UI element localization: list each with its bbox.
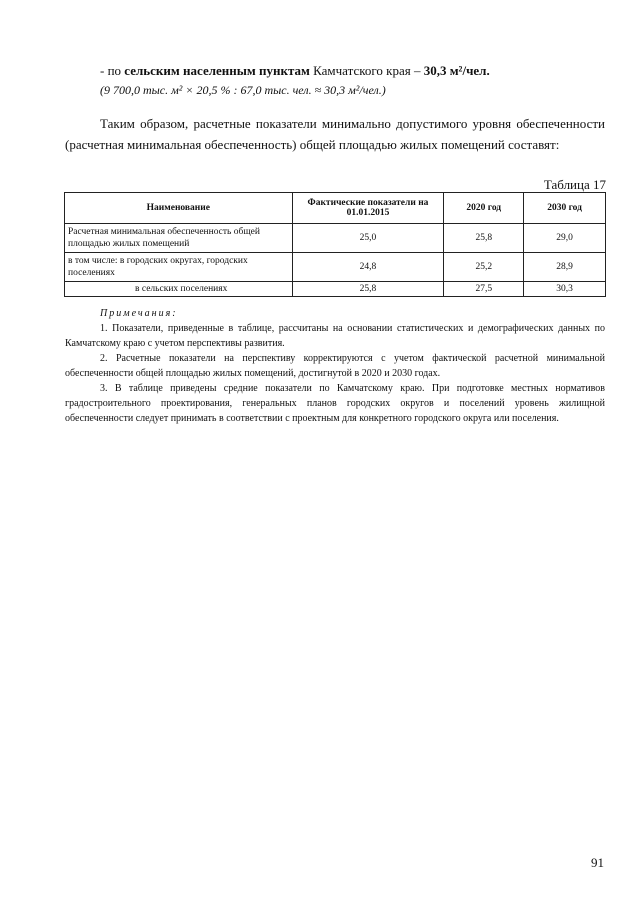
header-name: Наименование: [65, 193, 293, 224]
row-name: в том числе: в городских округах, городских поселениях: [65, 253, 293, 282]
line1-prefix: - по: [100, 63, 125, 78]
table-row: [65, 224, 606, 253]
row-value-2030: 29,0: [524, 224, 606, 253]
table-row: [65, 253, 606, 282]
note-item: 2. Расчетные показатели на перспективу корректируются с учетом фактической расчетной минимальной обеспеченности общей площадью жилых помещений, достигнутой в 2020 и 2030 годах.: [65, 353, 605, 379]
rural-settlements-line: [100, 63, 490, 79]
table-caption: Таблица 17: [543, 177, 606, 192]
row-name: в сельских поселениях: [65, 282, 293, 297]
row-value-actual: 24,8: [292, 253, 444, 282]
row-name: Расчетная минимальная обеспеченность общей площадью жилых помещений: [65, 224, 293, 253]
row-value-actual: 25,0: [292, 224, 444, 253]
row-value-2020: 25,2: [444, 253, 524, 282]
row-value-2020: 27,5: [444, 282, 524, 297]
calculation-formula: (9 700,0 тыс. м² × 20,5 % : 67,0 тыс. чел. ≈ 30,3 м²/чел.): [100, 83, 386, 97]
row-value-2030: 30,3: [524, 282, 606, 297]
housing-table: [64, 192, 606, 297]
row-value-2020: 25,8: [444, 224, 524, 253]
line1-mid: Камчатского края –: [309, 63, 424, 78]
line1-value: 30,3 м²/чел.: [423, 63, 490, 78]
line1-bold: сельским населенным пунктам: [124, 63, 310, 78]
table-header-row: [65, 193, 606, 224]
row-value-actual: 25,8: [292, 282, 444, 297]
row-value-2030: 28,9: [524, 253, 606, 282]
notes-section: [65, 306, 605, 426]
notes-heading: Примечания:: [100, 308, 178, 319]
header-2020: 2020 год: [444, 193, 524, 224]
page-number: 91: [591, 855, 604, 870]
header-actual: Фактические показатели на 01.01.2015: [292, 193, 444, 224]
table-row: [65, 282, 606, 297]
summary-paragraph: Таким образом, расчетные показатели минимально допустимого уровня обеспеченности (расчетная минимальная обеспеченность) общей площадью жилых помещений составят:: [65, 116, 605, 152]
note-item: 3. В таблице приведены средние показатели по Камчатскому краю. При подготовке местных нормативов градостроительного проектирования, генеральных планов городских округов и поселений уровень жилищной обеспеченности следует принимать в соответствии с проектным для конкретного городского округа или поселения.: [65, 383, 605, 424]
note-item: 1. Показатели, приведенные в таблице, рассчитаны на основании статистических и демографических данных по Камчатскому краю с учетом перспективы развития.: [65, 323, 605, 349]
header-2030: 2030 год: [524, 193, 606, 224]
